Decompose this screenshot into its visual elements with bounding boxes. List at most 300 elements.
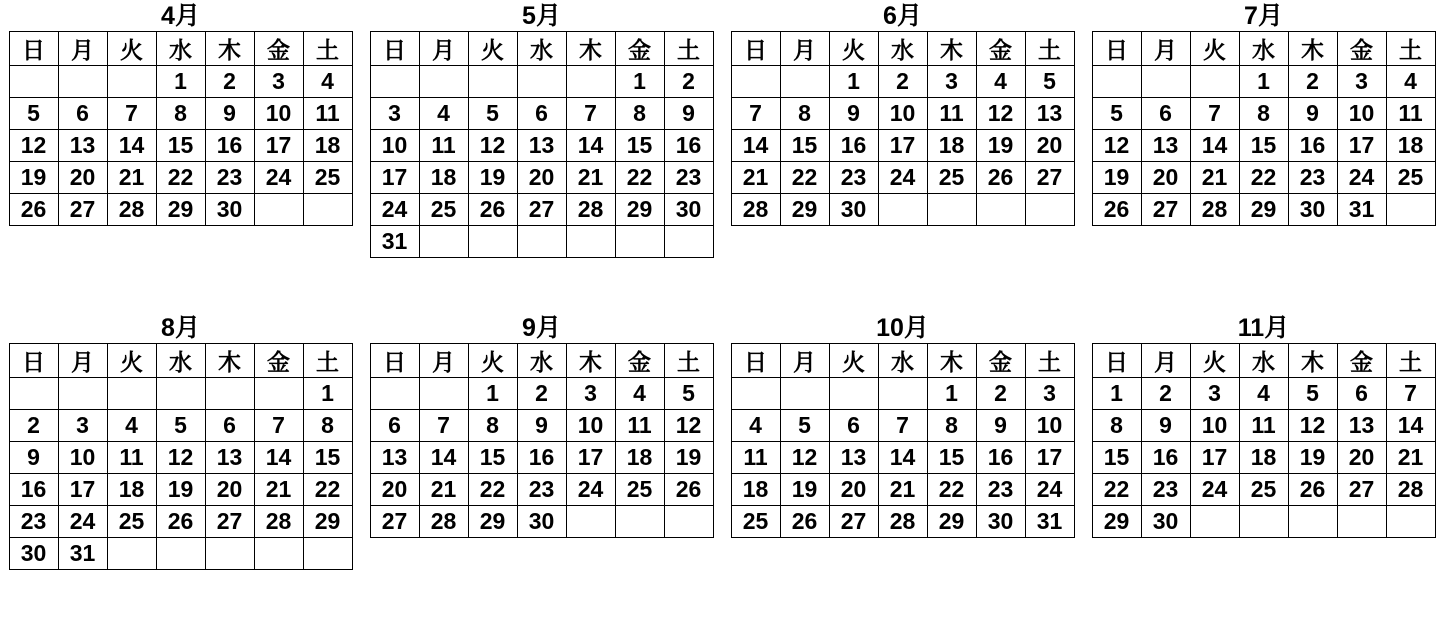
day-cell[interactable]: 26 [780, 506, 829, 538]
day-cell[interactable]: 3 [370, 98, 419, 130]
day-cell[interactable]: 6 [517, 98, 566, 130]
day-cell[interactable]: 19 [664, 442, 713, 474]
day-cell[interactable]: 18 [107, 474, 156, 506]
day-cell[interactable]: 6 [370, 410, 419, 442]
day-cell[interactable]: 28 [878, 506, 927, 538]
day-cell[interactable]: 14 [878, 442, 927, 474]
day-cell[interactable]: 3 [927, 66, 976, 98]
day-cell[interactable]: 5 [780, 410, 829, 442]
day-cell[interactable]: 17 [878, 130, 927, 162]
day-cell[interactable]: 28 [1190, 194, 1239, 226]
day-cell[interactable]: 13 [58, 130, 107, 162]
day-cell[interactable]: 15 [927, 442, 976, 474]
day-cell[interactable]: 25 [303, 162, 352, 194]
day-cell[interactable]: 20 [1025, 130, 1074, 162]
day-cell[interactable]: 26 [664, 474, 713, 506]
weekday-header-3: 水 [1239, 344, 1288, 378]
day-cell[interactable]: 15 [780, 130, 829, 162]
day-cell-empty [566, 506, 615, 538]
weekday-header-1: 月 [1141, 32, 1190, 66]
day-cell[interactable]: 6 [58, 98, 107, 130]
day-cell[interactable]: 10 [58, 442, 107, 474]
day-cell-empty [1190, 506, 1239, 538]
week-row [731, 506, 1074, 538]
day-cell[interactable]: 12 [780, 442, 829, 474]
day-cell[interactable]: 12 [468, 130, 517, 162]
day-cell[interactable]: 3 [1025, 378, 1074, 410]
day-cell[interactable]: 7 [419, 410, 468, 442]
day-cell[interactable]: 15 [303, 442, 352, 474]
day-cell[interactable]: 23 [205, 162, 254, 194]
day-cell[interactable]: 28 [419, 506, 468, 538]
month-table [9, 31, 353, 226]
weekday-header-2: 火 [1190, 32, 1239, 66]
day-cell[interactable]: 10 [254, 98, 303, 130]
day-cell[interactable]: 10 [566, 410, 615, 442]
day-cell[interactable]: 3 [1190, 378, 1239, 410]
day-cell[interactable]: 22 [780, 162, 829, 194]
day-cell[interactable]: 17 [1025, 442, 1074, 474]
day-cell[interactable]: 27 [829, 506, 878, 538]
day-cell[interactable]: 12 [1288, 410, 1337, 442]
weekday-header-row [731, 344, 1074, 378]
day-cell[interactable]: 17 [566, 442, 615, 474]
day-cell[interactable]: 11 [731, 442, 780, 474]
day-cell[interactable]: 21 [731, 162, 780, 194]
day-cell[interactable]: 15 [615, 130, 664, 162]
day-cell[interactable]: 4 [731, 410, 780, 442]
day-cell[interactable]: 25 [927, 162, 976, 194]
day-cell[interactable]: 20 [58, 162, 107, 194]
day-cell[interactable]: 24 [1025, 474, 1074, 506]
day-cell[interactable]: 1 [829, 66, 878, 98]
day-cell[interactable]: 20 [205, 474, 254, 506]
day-cell[interactable]: 2 [9, 410, 58, 442]
day-cell[interactable]: 11 [927, 98, 976, 130]
day-cell[interactable]: 18 [615, 442, 664, 474]
day-cell[interactable]: 30 [976, 506, 1025, 538]
day-cell[interactable]: 18 [927, 130, 976, 162]
day-cell[interactable]: 18 [1239, 442, 1288, 474]
day-cell[interactable]: 30 [9, 538, 58, 570]
day-cell[interactable]: 5 [156, 410, 205, 442]
day-cell[interactable]: 20 [829, 474, 878, 506]
day-cell[interactable]: 11 [419, 130, 468, 162]
day-cell[interactable]: 20 [370, 474, 419, 506]
day-cell[interactable]: 26 [9, 194, 58, 226]
week-row [9, 410, 352, 442]
day-cell[interactable]: 8 [1092, 410, 1141, 442]
week-row [731, 162, 1074, 194]
day-cell[interactable]: 6 [205, 410, 254, 442]
day-cell[interactable]: 7 [878, 410, 927, 442]
day-cell[interactable]: 2 [878, 66, 927, 98]
day-cell[interactable]: 13 [1337, 410, 1386, 442]
day-cell[interactable]: 15 [1239, 130, 1288, 162]
day-cell[interactable]: 16 [829, 130, 878, 162]
day-cell[interactable]: 27 [205, 506, 254, 538]
day-cell[interactable]: 23 [9, 506, 58, 538]
weekday-header-3: 水 [156, 344, 205, 378]
day-cell[interactable]: 13 [829, 442, 878, 474]
day-cell[interactable]: 8 [927, 410, 976, 442]
day-cell[interactable]: 21 [1190, 162, 1239, 194]
day-cell[interactable]: 25 [419, 194, 468, 226]
day-cell[interactable]: 9 [1141, 410, 1190, 442]
day-cell[interactable]: 19 [156, 474, 205, 506]
day-cell[interactable]: 22 [303, 474, 352, 506]
day-cell[interactable]: 7 [566, 98, 615, 130]
day-cell[interactable]: 25 [731, 506, 780, 538]
day-cell[interactable]: 23 [517, 474, 566, 506]
day-cell[interactable]: 26 [468, 194, 517, 226]
day-cell[interactable]: 28 [107, 194, 156, 226]
week-row [9, 474, 352, 506]
day-cell[interactable]: 22 [1092, 474, 1141, 506]
day-cell[interactable]: 27 [58, 194, 107, 226]
day-cell[interactable]: 7 [1386, 378, 1435, 410]
day-cell[interactable]: 12 [9, 130, 58, 162]
day-cell[interactable]: 14 [107, 130, 156, 162]
day-cell[interactable]: 7 [731, 98, 780, 130]
day-cell[interactable]: 19 [780, 474, 829, 506]
week-row [1092, 442, 1435, 474]
day-cell-empty [303, 538, 352, 570]
day-cell[interactable]: 23 [1141, 474, 1190, 506]
day-cell[interactable]: 29 [615, 194, 664, 226]
week-row [731, 410, 1074, 442]
month-title: 10月 [876, 314, 929, 342]
day-cell[interactable]: 12 [976, 98, 1025, 130]
day-cell[interactable]: 8 [303, 410, 352, 442]
day-cell[interactable]: 28 [254, 506, 303, 538]
day-cell[interactable]: 21 [1386, 442, 1435, 474]
day-cell[interactable]: 20 [1337, 442, 1386, 474]
weekday-header-4: 木 [566, 344, 615, 378]
week-row [1092, 66, 1435, 98]
day-cell[interactable]: 26 [976, 162, 1025, 194]
day-cell-empty [517, 66, 566, 98]
month-title: 8月 [161, 314, 200, 342]
day-cell[interactable]: 14 [254, 442, 303, 474]
day-cell[interactable]: 30 [1141, 506, 1190, 538]
weekday-header-6: 土 [303, 344, 352, 378]
month-table [1092, 31, 1436, 226]
day-cell[interactable]: 17 [1337, 130, 1386, 162]
day-cell-empty [615, 506, 664, 538]
day-cell[interactable]: 19 [9, 162, 58, 194]
day-cell[interactable]: 20 [517, 162, 566, 194]
day-cell[interactable]: 10 [878, 98, 927, 130]
week-row [1092, 130, 1435, 162]
day-cell[interactable]: 7 [254, 410, 303, 442]
day-cell[interactable]: 13 [1025, 98, 1074, 130]
day-cell[interactable]: 8 [615, 98, 664, 130]
day-cell[interactable]: 27 [370, 506, 419, 538]
weekday-header-0: 日 [731, 32, 780, 66]
day-cell[interactable]: 4 [1239, 378, 1288, 410]
day-cell-empty [9, 66, 58, 98]
day-cell[interactable]: 27 [1025, 162, 1074, 194]
day-cell[interactable]: 14 [566, 130, 615, 162]
day-cell[interactable]: 15 [468, 442, 517, 474]
day-cell[interactable]: 16 [1141, 442, 1190, 474]
day-cell[interactable]: 25 [1239, 474, 1288, 506]
weekday-header-2: 火 [468, 344, 517, 378]
day-cell[interactable]: 7 [1190, 98, 1239, 130]
day-cell[interactable]: 17 [254, 130, 303, 162]
day-cell[interactable]: 29 [303, 506, 352, 538]
weekday-header-row [370, 32, 713, 66]
day-cell[interactable]: 24 [878, 162, 927, 194]
day-cell[interactable]: 10 [370, 130, 419, 162]
weekday-header-6: 土 [1386, 344, 1435, 378]
weekday-header-0: 日 [1092, 32, 1141, 66]
day-cell[interactable]: 23 [1288, 162, 1337, 194]
day-cell[interactable]: 19 [1288, 442, 1337, 474]
day-cell[interactable]: 10 [1190, 410, 1239, 442]
day-cell[interactable]: 17 [58, 474, 107, 506]
weekday-header-6: 土 [664, 344, 713, 378]
day-cell[interactable]: 22 [156, 162, 205, 194]
day-cell[interactable]: 14 [1386, 410, 1435, 442]
day-cell[interactable]: 11 [1239, 410, 1288, 442]
day-cell[interactable]: 21 [419, 474, 468, 506]
day-cell[interactable]: 18 [1386, 130, 1435, 162]
day-cell[interactable]: 10 [1025, 410, 1074, 442]
day-cell[interactable]: 8 [1239, 98, 1288, 130]
day-cell[interactable]: 28 [1386, 474, 1435, 506]
day-cell[interactable]: 15 [1092, 442, 1141, 474]
day-cell[interactable]: 2 [664, 66, 713, 98]
day-cell[interactable]: 1 [468, 378, 517, 410]
day-cell[interactable]: 29 [156, 194, 205, 226]
day-cell[interactable]: 31 [1025, 506, 1074, 538]
day-cell[interactable]: 4 [1386, 66, 1435, 98]
day-cell[interactable]: 5 [1092, 98, 1141, 130]
day-cell[interactable]: 22 [468, 474, 517, 506]
weekday-header-0: 日 [9, 32, 58, 66]
day-cell[interactable]: 29 [1239, 194, 1288, 226]
day-cell[interactable]: 18 [731, 474, 780, 506]
day-cell[interactable]: 30 [205, 194, 254, 226]
day-cell[interactable]: 27 [1141, 194, 1190, 226]
day-cell[interactable]: 22 [615, 162, 664, 194]
day-cell-empty [731, 66, 780, 98]
day-cell[interactable]: 8 [780, 98, 829, 130]
day-cell[interactable]: 4 [976, 66, 1025, 98]
weekday-header-1: 月 [780, 32, 829, 66]
day-cell[interactable]: 30 [664, 194, 713, 226]
day-cell[interactable]: 29 [1092, 506, 1141, 538]
day-cell[interactable]: 9 [9, 442, 58, 474]
day-cell[interactable]: 1 [1092, 378, 1141, 410]
day-cell[interactable]: 28 [566, 194, 615, 226]
day-cell[interactable]: 16 [976, 442, 1025, 474]
day-cell[interactable]: 23 [976, 474, 1025, 506]
weekday-header-row [1092, 344, 1435, 378]
day-cell[interactable]: 1 [1239, 66, 1288, 98]
day-cell[interactable]: 6 [1141, 98, 1190, 130]
day-cell[interactable]: 29 [927, 506, 976, 538]
day-cell[interactable]: 13 [370, 442, 419, 474]
day-cell[interactable]: 24 [58, 506, 107, 538]
day-cell[interactable]: 19 [1092, 162, 1141, 194]
day-cell[interactable]: 26 [156, 506, 205, 538]
day-cell[interactable]: 17 [1190, 442, 1239, 474]
day-cell[interactable]: 14 [1190, 130, 1239, 162]
day-cell[interactable]: 10 [1337, 98, 1386, 130]
day-cell[interactable]: 1 [927, 378, 976, 410]
day-cell[interactable]: 2 [976, 378, 1025, 410]
day-cell[interactable]: 3 [1337, 66, 1386, 98]
day-cell-empty [566, 66, 615, 98]
week-row [1092, 378, 1435, 410]
day-cell[interactable]: 19 [976, 130, 1025, 162]
day-cell[interactable]: 8 [156, 98, 205, 130]
month-table [731, 31, 1075, 226]
day-cell[interactable]: 20 [1141, 162, 1190, 194]
day-cell[interactable]: 2 [205, 66, 254, 98]
day-cell[interactable]: 5 [9, 98, 58, 130]
day-cell[interactable]: 1 [303, 378, 352, 410]
day-cell[interactable]: 13 [1141, 130, 1190, 162]
day-cell[interactable]: 30 [1288, 194, 1337, 226]
day-cell[interactable]: 5 [664, 378, 713, 410]
day-cell[interactable]: 30 [517, 506, 566, 538]
day-cell-empty [1288, 506, 1337, 538]
day-cell[interactable]: 1 [615, 66, 664, 98]
day-cell[interactable]: 26 [1288, 474, 1337, 506]
day-cell[interactable]: 9 [1288, 98, 1337, 130]
day-cell[interactable]: 4 [615, 378, 664, 410]
day-cell[interactable]: 31 [58, 538, 107, 570]
day-cell[interactable]: 22 [1239, 162, 1288, 194]
month-block [1083, 312, 1444, 624]
day-cell[interactable]: 30 [829, 194, 878, 226]
day-cell[interactable]: 21 [566, 162, 615, 194]
day-cell[interactable]: 23 [829, 162, 878, 194]
day-cell[interactable]: 15 [156, 130, 205, 162]
day-cell[interactable]: 12 [1092, 130, 1141, 162]
day-cell[interactable]: 31 [1337, 194, 1386, 226]
weekday-header-6: 土 [303, 32, 352, 66]
week-row [1092, 506, 1435, 538]
day-cell[interactable]: 13 [205, 442, 254, 474]
week-row [9, 66, 352, 98]
day-cell[interactable]: 24 [370, 194, 419, 226]
day-cell[interactable]: 13 [517, 130, 566, 162]
day-cell[interactable]: 21 [107, 162, 156, 194]
day-cell[interactable]: 2 [1288, 66, 1337, 98]
day-cell[interactable]: 12 [664, 410, 713, 442]
day-cell-empty [58, 66, 107, 98]
day-cell[interactable]: 8 [468, 410, 517, 442]
day-cell[interactable]: 3 [566, 378, 615, 410]
week-row [731, 98, 1074, 130]
day-cell[interactable]: 9 [829, 98, 878, 130]
month-title: 4月 [161, 2, 200, 30]
day-cell[interactable]: 9 [205, 98, 254, 130]
day-cell[interactable]: 19 [468, 162, 517, 194]
day-cell[interactable]: 16 [9, 474, 58, 506]
day-cell[interactable]: 25 [107, 506, 156, 538]
day-cell[interactable]: 24 [1337, 162, 1386, 194]
day-cell[interactable]: 31 [370, 226, 419, 258]
day-cell[interactable]: 24 [1190, 474, 1239, 506]
day-cell[interactable]: 9 [517, 410, 566, 442]
day-cell-empty [107, 538, 156, 570]
day-cell[interactable]: 9 [664, 98, 713, 130]
day-cell-empty [205, 538, 254, 570]
day-cell[interactable]: 29 [780, 194, 829, 226]
day-cell[interactable]: 11 [1386, 98, 1435, 130]
day-cell[interactable]: 24 [566, 474, 615, 506]
day-cell[interactable]: 2 [1141, 378, 1190, 410]
day-cell[interactable]: 26 [1092, 194, 1141, 226]
day-cell[interactable]: 27 [517, 194, 566, 226]
day-cell[interactable]: 4 [107, 410, 156, 442]
day-cell[interactable]: 21 [254, 474, 303, 506]
day-cell[interactable]: 25 [1386, 162, 1435, 194]
day-cell[interactable]: 3 [58, 410, 107, 442]
weekday-header-5: 金 [615, 344, 664, 378]
day-cell[interactable]: 18 [419, 162, 468, 194]
day-cell[interactable]: 6 [1337, 378, 1386, 410]
day-cell[interactable]: 4 [419, 98, 468, 130]
day-cell[interactable]: 11 [303, 98, 352, 130]
day-cell[interactable]: 24 [254, 162, 303, 194]
day-cell[interactable]: 25 [615, 474, 664, 506]
day-cell[interactable]: 28 [731, 194, 780, 226]
day-cell[interactable]: 5 [1025, 66, 1074, 98]
day-cell[interactable]: 16 [517, 442, 566, 474]
day-cell[interactable]: 2 [517, 378, 566, 410]
day-cell[interactable]: 29 [468, 506, 517, 538]
day-cell[interactable]: 21 [878, 474, 927, 506]
day-cell[interactable]: 6 [829, 410, 878, 442]
day-cell[interactable]: 7 [107, 98, 156, 130]
day-cell[interactable]: 1 [156, 66, 205, 98]
day-cell[interactable]: 16 [664, 130, 713, 162]
day-cell-empty [878, 378, 927, 410]
day-cell[interactable]: 5 [1288, 378, 1337, 410]
day-cell-empty [1386, 194, 1435, 226]
day-cell[interactable]: 12 [156, 442, 205, 474]
weekday-header-6: 土 [1025, 344, 1074, 378]
day-cell[interactable]: 14 [419, 442, 468, 474]
day-cell[interactable]: 27 [1337, 474, 1386, 506]
day-cell[interactable]: 23 [664, 162, 713, 194]
day-cell[interactable]: 4 [303, 66, 352, 98]
day-cell[interactable]: 11 [107, 442, 156, 474]
day-cell[interactable]: 3 [254, 66, 303, 98]
day-cell[interactable]: 16 [1288, 130, 1337, 162]
day-cell[interactable]: 18 [303, 130, 352, 162]
day-cell[interactable]: 16 [205, 130, 254, 162]
day-cell[interactable]: 22 [927, 474, 976, 506]
day-cell-empty [829, 378, 878, 410]
weekday-header-2: 火 [107, 344, 156, 378]
week-row [9, 538, 352, 570]
day-cell[interactable]: 9 [976, 410, 1025, 442]
day-cell[interactable]: 17 [370, 162, 419, 194]
day-cell-empty [1190, 66, 1239, 98]
day-cell[interactable]: 11 [615, 410, 664, 442]
weekday-header-3: 水 [517, 344, 566, 378]
day-cell[interactable]: 14 [731, 130, 780, 162]
day-cell[interactable]: 5 [468, 98, 517, 130]
